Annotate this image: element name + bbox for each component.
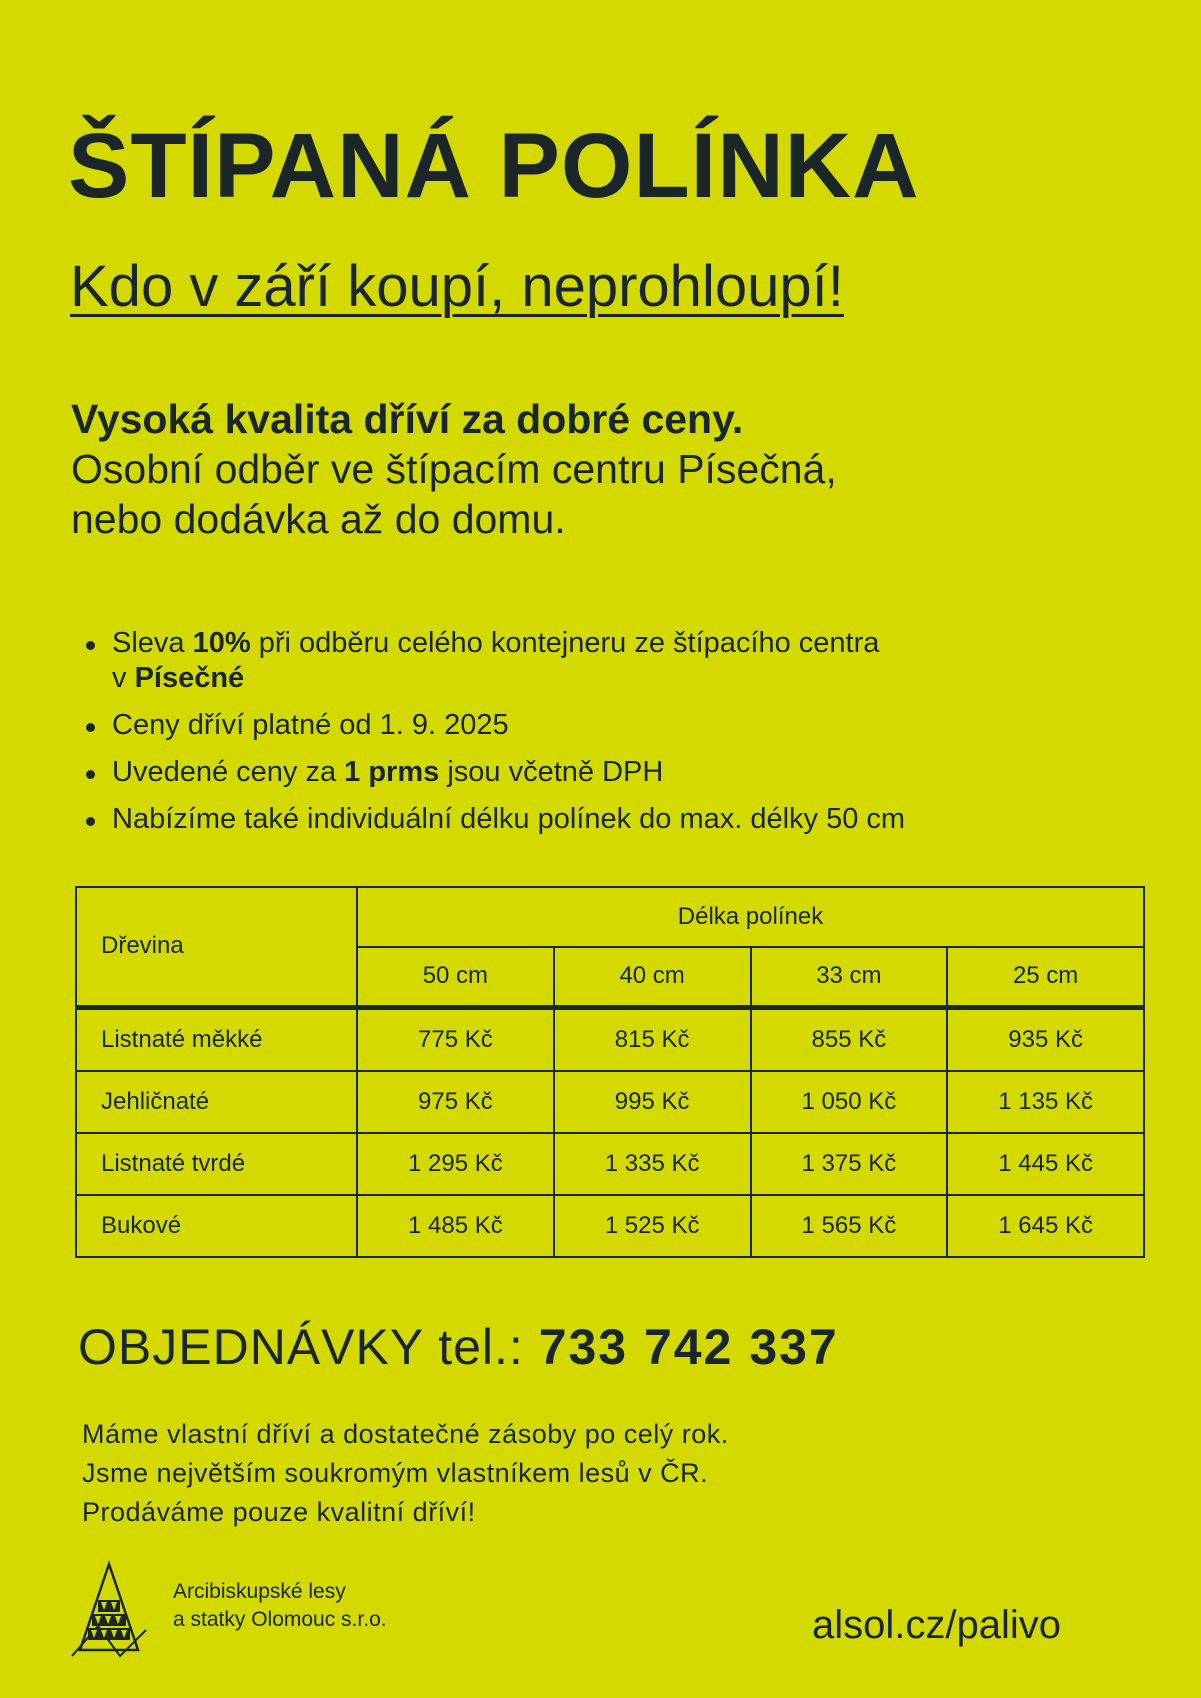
intro-line-2: nebo dodávka až do domu. <box>71 496 566 542</box>
company-name <box>173 1578 387 1634</box>
table-row <box>76 1007 1144 1071</box>
order-contact <box>78 1319 839 1375</box>
phone-number[interactable]: 733 742 337 <box>538 1319 839 1375</box>
about-text <box>82 1415 729 1532</box>
table-row <box>76 1133 1144 1195</box>
price-unit: 1 prms <box>344 756 440 788</box>
order-label: OBJEDNÁVKY tel.: <box>78 1319 539 1375</box>
info-bullet-list <box>82 626 905 849</box>
table-row <box>76 1195 1144 1257</box>
price-cell: 1 525 Kč <box>554 1195 751 1257</box>
discount-value: 10% <box>192 627 251 659</box>
price-cell: 1 445 Kč <box>947 1133 1144 1195</box>
company-line-2: a statky Olomouc s.r.o. <box>173 1608 387 1631</box>
price-cell: 1 050 Kč <box>751 1071 948 1133</box>
bullet-valid-from: Ceny dříví platné od 1. 9. 2025 <box>82 708 905 743</box>
price-cell: 995 Kč <box>554 1071 751 1133</box>
wood-name: Bukové <box>76 1195 357 1257</box>
location-name: Písečné <box>134 662 245 694</box>
intro-lead: Vysoká kvalita dříví za dobré ceny. <box>71 396 744 442</box>
company-logo-icon <box>68 1560 150 1660</box>
price-cell: 975 Kč <box>357 1071 554 1133</box>
wood-name: Listnaté tvrdé <box>76 1133 357 1195</box>
table-row <box>76 1071 1144 1133</box>
wood-column-header: Dřevina <box>76 887 357 1007</box>
price-cell: 1 645 Kč <box>947 1195 1144 1257</box>
about-line-1: Máme vlastní dříví a dostatečné zásoby po celý rok. <box>82 1419 729 1449</box>
price-table <box>75 886 1145 1258</box>
about-line-3: Prodáváme pouze kvalitní dříví! <box>82 1497 476 1527</box>
price-cell: 1 375 Kč <box>751 1133 948 1195</box>
length-header-25: 25 cm <box>947 947 1144 1007</box>
price-cell: 855 Kč <box>751 1007 948 1071</box>
company-line-1: Arcibiskupské lesy <box>173 1580 346 1603</box>
price-cell: 1 295 Kč <box>357 1133 554 1195</box>
bullet-custom-length: Nabízíme také individuální délku polínek do max. délky 50 cm <box>82 802 905 837</box>
length-header-50: 50 cm <box>357 947 554 1007</box>
bullet-price-unit: Uvedené ceny za 1 prms jsou včetně DPH <box>82 755 905 790</box>
about-line-2: Jsme největším soukromým vlastníkem lesů v ČR. <box>82 1458 709 1488</box>
bullet-discount: Sleva 10% při odběru celého kontejneru ze štípacího centra v Písečné <box>82 626 905 696</box>
price-cell: 815 Kč <box>554 1007 751 1071</box>
length-column-header: Délka polínek <box>357 887 1144 947</box>
wood-name: Jehličnaté <box>76 1071 357 1133</box>
wood-name: Listnaté měkké <box>76 1007 357 1071</box>
website-link[interactable]: alsol.cz/palivo <box>812 1603 1062 1647</box>
price-cell: 1 485 Kč <box>357 1195 554 1257</box>
subtitle: Kdo v září koupí, neprohloupí! <box>70 254 844 319</box>
price-cell: 935 Kč <box>947 1007 1144 1071</box>
page-title: ŠTÍPANÁ POLÍNKA <box>68 115 920 217</box>
price-cell: 1 135 Kč <box>947 1071 1144 1133</box>
intro-line-1: Osobní odběr ve štípacím centru Písečná, <box>71 446 837 492</box>
intro-text <box>71 394 837 544</box>
price-cell: 1 565 Kč <box>751 1195 948 1257</box>
price-cell: 1 335 Kč <box>554 1133 751 1195</box>
length-header-40: 40 cm <box>554 947 751 1007</box>
length-header-33: 33 cm <box>751 947 948 1007</box>
price-cell: 775 Kč <box>357 1007 554 1071</box>
